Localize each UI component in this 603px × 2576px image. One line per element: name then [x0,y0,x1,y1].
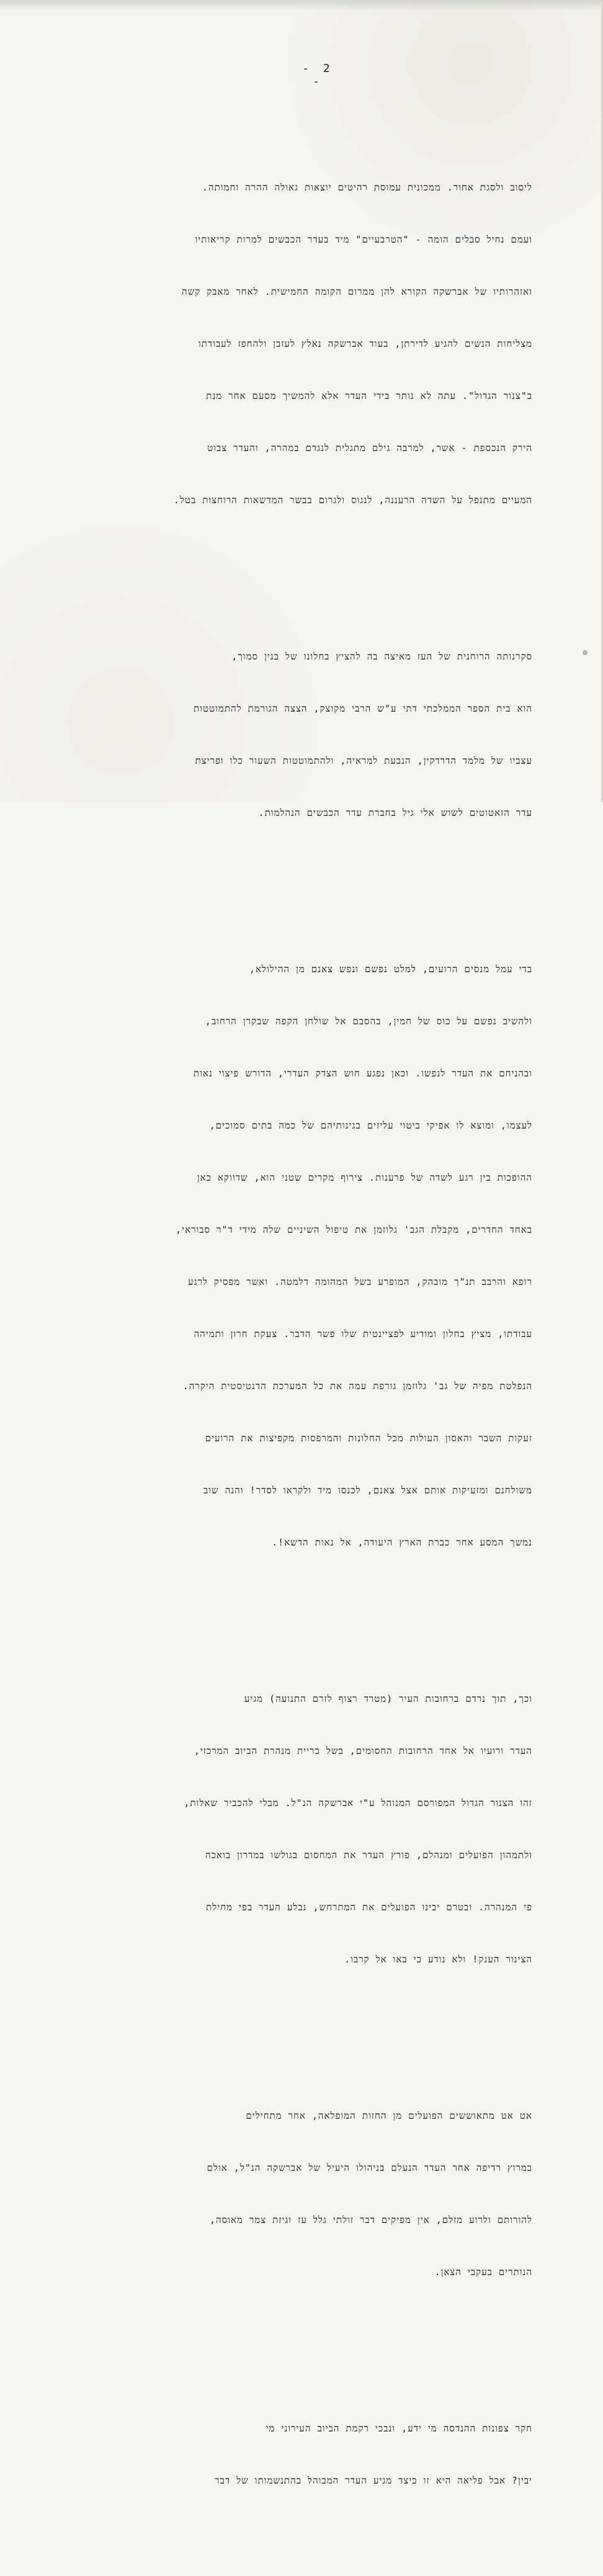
text-line: יבין? אבל פליאה היא זו כיצד מגיע העדר המבוהל בהתנשמותו של דבר [215,2475,532,2486]
text-line: המעיים מתנפל על השדה הרעננה, לנגוס ולגרום בבשר המדשאות הרוחצות בטל. [173,494,532,506]
text-line: הצינור הענק! ולא נודע כי באו אל קרבו. [344,1954,532,1965]
page-number: - 2 - [302,62,334,88]
text-line: ולתמהון הפועלים ומנהלם, פורץ העדר את המחסום בגולשו במדרון בואכה [205,1849,532,1861]
text-line: ההופכות בין רגע לשדה של פרענות. צירוף מקרים שטני הוא, שדווקא כאן [197,1172,532,1183]
text-line: חקר צפונות ההנדסה מי ידע, ונבכי רקמת הביוב העירוני מי [266,2423,532,2434]
document-body [74,109,532,2576]
paragraph-5 [74,2072,532,2315]
text-line: רופא והרבב תנ"ך מובהק, המופרע בשל המהומה דלמטה. ואשר מפסיק לרגע [188,1276,532,1287]
text-line: עצביו של מלמד הדרדקין, הנבעת למראיה, ולהתמוטטות השעור כלו ופריצת [195,755,532,766]
text-line: ובהניחם את העדר לנפשו. וכאן נפגע חוש הצדק העדרי, הדורש פיצוי נאות [193,1068,532,1079]
paragraph-1 [74,144,532,543]
paragraph-4 [74,1655,532,2003]
text-line: ב"צנור הגדול". עתה לא נותר בידי העדר אלא להמשיך מסעם אחר מנת [206,390,532,401]
paragraph-3 [74,926,532,1586]
text-line: משולחנם ומזעיקות אותם אצל צאנם, לכנסו מיד ולקראו לסדר! והנה שוב [203,1485,532,1496]
text-line: באחד החדרים, מקבלת הגב' גלוזמן את טיפול השיניים שלה מידי ד"ר סבוראי, [176,1224,532,1235]
text-line: הוא בית הספר הממלכתי דתי ע"ש הרבי מקוצק, הצצה הגורמת להתמוטטות [193,703,532,714]
text-line: העדר ורועיו אל אחד הרחובות החסומים, בשל כריית מנהרת הביוב המרכזי, [194,1745,532,1756]
text-line: זעקות השבר והאסון העולות מכל החלונות והמרפסות מקפיצות את הרועים [205,1433,532,1444]
text-line: ולהשיב נפשם על כוס של חמין, בהסבם אל שולחן הקפה שבקרן הרחוב, [205,1016,532,1027]
text-line: נמשך המסע אחר כברת הארץ היעודה, אל נאות הדשא!. [272,1537,532,1548]
text-line: במרוץ רדיפה אחר העדר הנעלם בניהולו היעיל של אברשקה הנ"ל, אולם [207,2162,532,2173]
text-line: ואזהרותיו של אברשקה הקורא להן ממרום הקומה החמישית. לאחר מאבק קשה [181,286,532,297]
text-line: ליסוב ולסגת אחור. ממכונית עמוסת רהיטים יוצאות גאולה ההרה וחמותה. [202,182,532,193]
text-line: ועמם נחיל סבלים הומה - "הטרבעיים" מיד בעדר הכבשים למרות קריאותיו [195,234,532,245]
text-line: הנפלטת מפיה של גב' גלוזמן גורפת עמה את כל המערכת הדנטיסטית היקרה. [182,1380,532,1392]
scan-speck [583,650,587,655]
text-line: אט אט מתאוששים הפועלים מן החזות המופלאה, אחר מתחילים [246,2110,532,2121]
text-line: עבודתו, מציץ בחלון ומודיע לפציינטית שלו פשר הדבר. צעקת חרון ותמיהה [194,1328,532,1339]
text-line: סקרנותה הרוחנית של העז מאיצה בה להציץ בחלונו של בנין סמוך, [231,651,532,662]
text-line: הנותרים בעקבי הצאן. [434,2266,532,2278]
text-line: להורותם ולרוע מזלם, אין מפיקים דבר זולתי גלל עז וגיזת צמר מאוסה, [209,2214,532,2225]
text-line: בדי עמל מנסים הרועים, למלט נפשם ונפש צאנם מן ההילולא, [249,964,532,975]
text-line: וכך, תוך נרדם ברחובות העיר (מטרד רצוף לזרם התנועה) מגיע [244,1693,532,1704]
text-line: לעצמו, ומוצא לו אפיקי ביטוי עליזים בגינותיהם של כמה בתים סמוכים, [209,1120,532,1131]
text-line: עדר הזאטוטים לשוש אלי גיל בחברת עדר הכבשים הנהלמות. [258,807,532,818]
text-line: הירק הנכספת - אשר, למרבה גילם מתגלית לנגדם במהרה, והעדר צבוט [207,442,532,454]
paragraph-6 [74,2385,532,2524]
paragraph-2 [74,613,532,856]
text-line: מצליחות הנשים להגיע לדירתן, בעוד אברשקה נאלץ לעזבן ולהחפז לעבודתו [198,338,532,349]
text-line: פי המנהרה. ובטרם יבינו הפועלים את המתרחש, נבלע העדר בפי מחילת [206,1902,532,1913]
text-line: זהו הצנור הגדול המפורסם המנוהל ע"י אברשקה הנ"ל. מבלי להכביר שאלות, [184,1797,532,1809]
scan-top-edge [0,0,603,11]
